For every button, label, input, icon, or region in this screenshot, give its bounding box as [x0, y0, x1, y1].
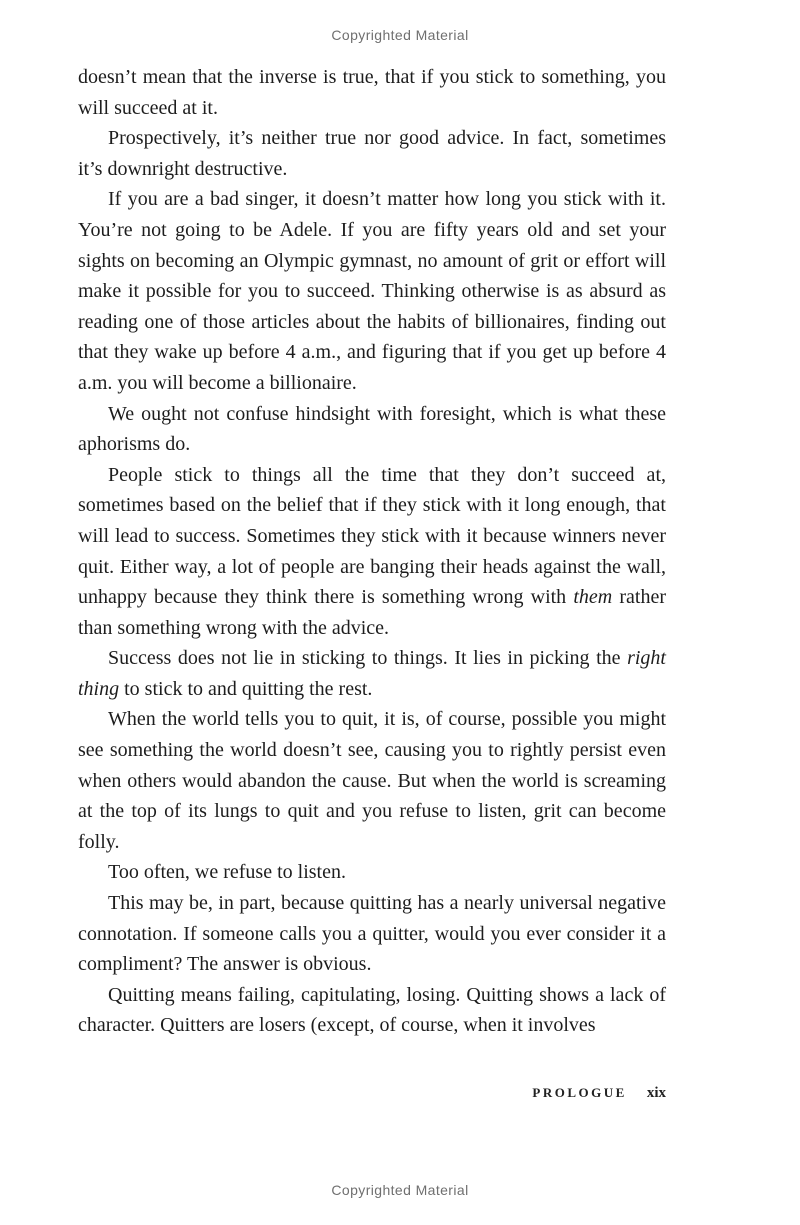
paragraph [78, 399, 666, 460]
paragraph [78, 460, 666, 644]
paragraph-text: Success does not lie in sticking to things. It lies in picking the [108, 647, 628, 670]
paragraph [78, 980, 666, 1041]
paragraph-text: We ought not confuse hindsight with foresight, which is what these aphorisms do. [78, 402, 666, 456]
paragraph [78, 643, 666, 704]
paragraph [78, 62, 666, 123]
paragraph-text: Quitting means failing, capitulating, losing. Quitting shows a lack of character. Quitters are losers (except, of course, when it involves [78, 983, 666, 1037]
paragraph-text: rather than something wrong with the advice. [78, 586, 666, 639]
paragraph [78, 704, 666, 857]
paragraph-text: People stick to things all the time that they don’t succeed at, sometimes based on the belief that if they stick with it long enough, that will lead to success. Sometimes they stick with it because winners never quit. Either way, a lot of people are banging their heads against the wall, unhappy because they think there is something wrong with [78, 463, 666, 609]
paragraph-text: Too often, we refuse to listen. [108, 861, 346, 884]
paragraph-text: If you are a bad singer, it doesn’t matter how long you stick with it. You’re not going to be Adele. If you are fifty years old and set your sights on becoming an Olympic gymnast, no amount of grit or effort will make it possible for you to succeed. Thinking otherwise is as absurd as reading one of those articles about the habits of billionaires, finding out that they wake up before 4 a.m., and figuring that if you get up before 4 a.m. you will become a billionaire. [78, 188, 666, 394]
paragraph [78, 184, 666, 398]
paragraph-text: When the world tells you to quit, it is, of course, possible you might see something the world doesn’t see, causing you to rightly persist even when others would abandon the cause. But when the world is screaming at the top of its lungs to quit and you refuse to listen, grit can become folly. [78, 708, 666, 853]
copyright-notice-top: Copyrighted Material [331, 27, 469, 43]
paragraph-text: to stick to and quitting the rest. [119, 677, 373, 700]
paragraph [78, 123, 666, 184]
paragraph-text-italic: right thing [78, 647, 666, 700]
copyright-notice-bottom: Copyrighted Material [331, 1182, 469, 1198]
paragraph [78, 888, 666, 980]
footer-section-label: PROLOGUE [532, 1085, 627, 1100]
paragraph-text: doesn’t mean that the inverse is true, that if you stick to something, you will succeed at it. [78, 66, 666, 119]
paragraph-text-italic: them [573, 586, 613, 609]
paragraph [78, 857, 666, 888]
paragraph-text: Prospectively, it’s neither true nor good advice. In fact, sometimes it’s downright destructive. [78, 127, 666, 180]
footer-page-number: xix [646, 1085, 666, 1101]
paragraph-text: This may be, in part, because quitting has a nearly universal negative connotation. If someone calls you a quitter, would you ever consider it a compliment? The answer is obvious. [78, 892, 666, 976]
page-footer [78, 1084, 666, 1102]
page-text [78, 62, 666, 1041]
